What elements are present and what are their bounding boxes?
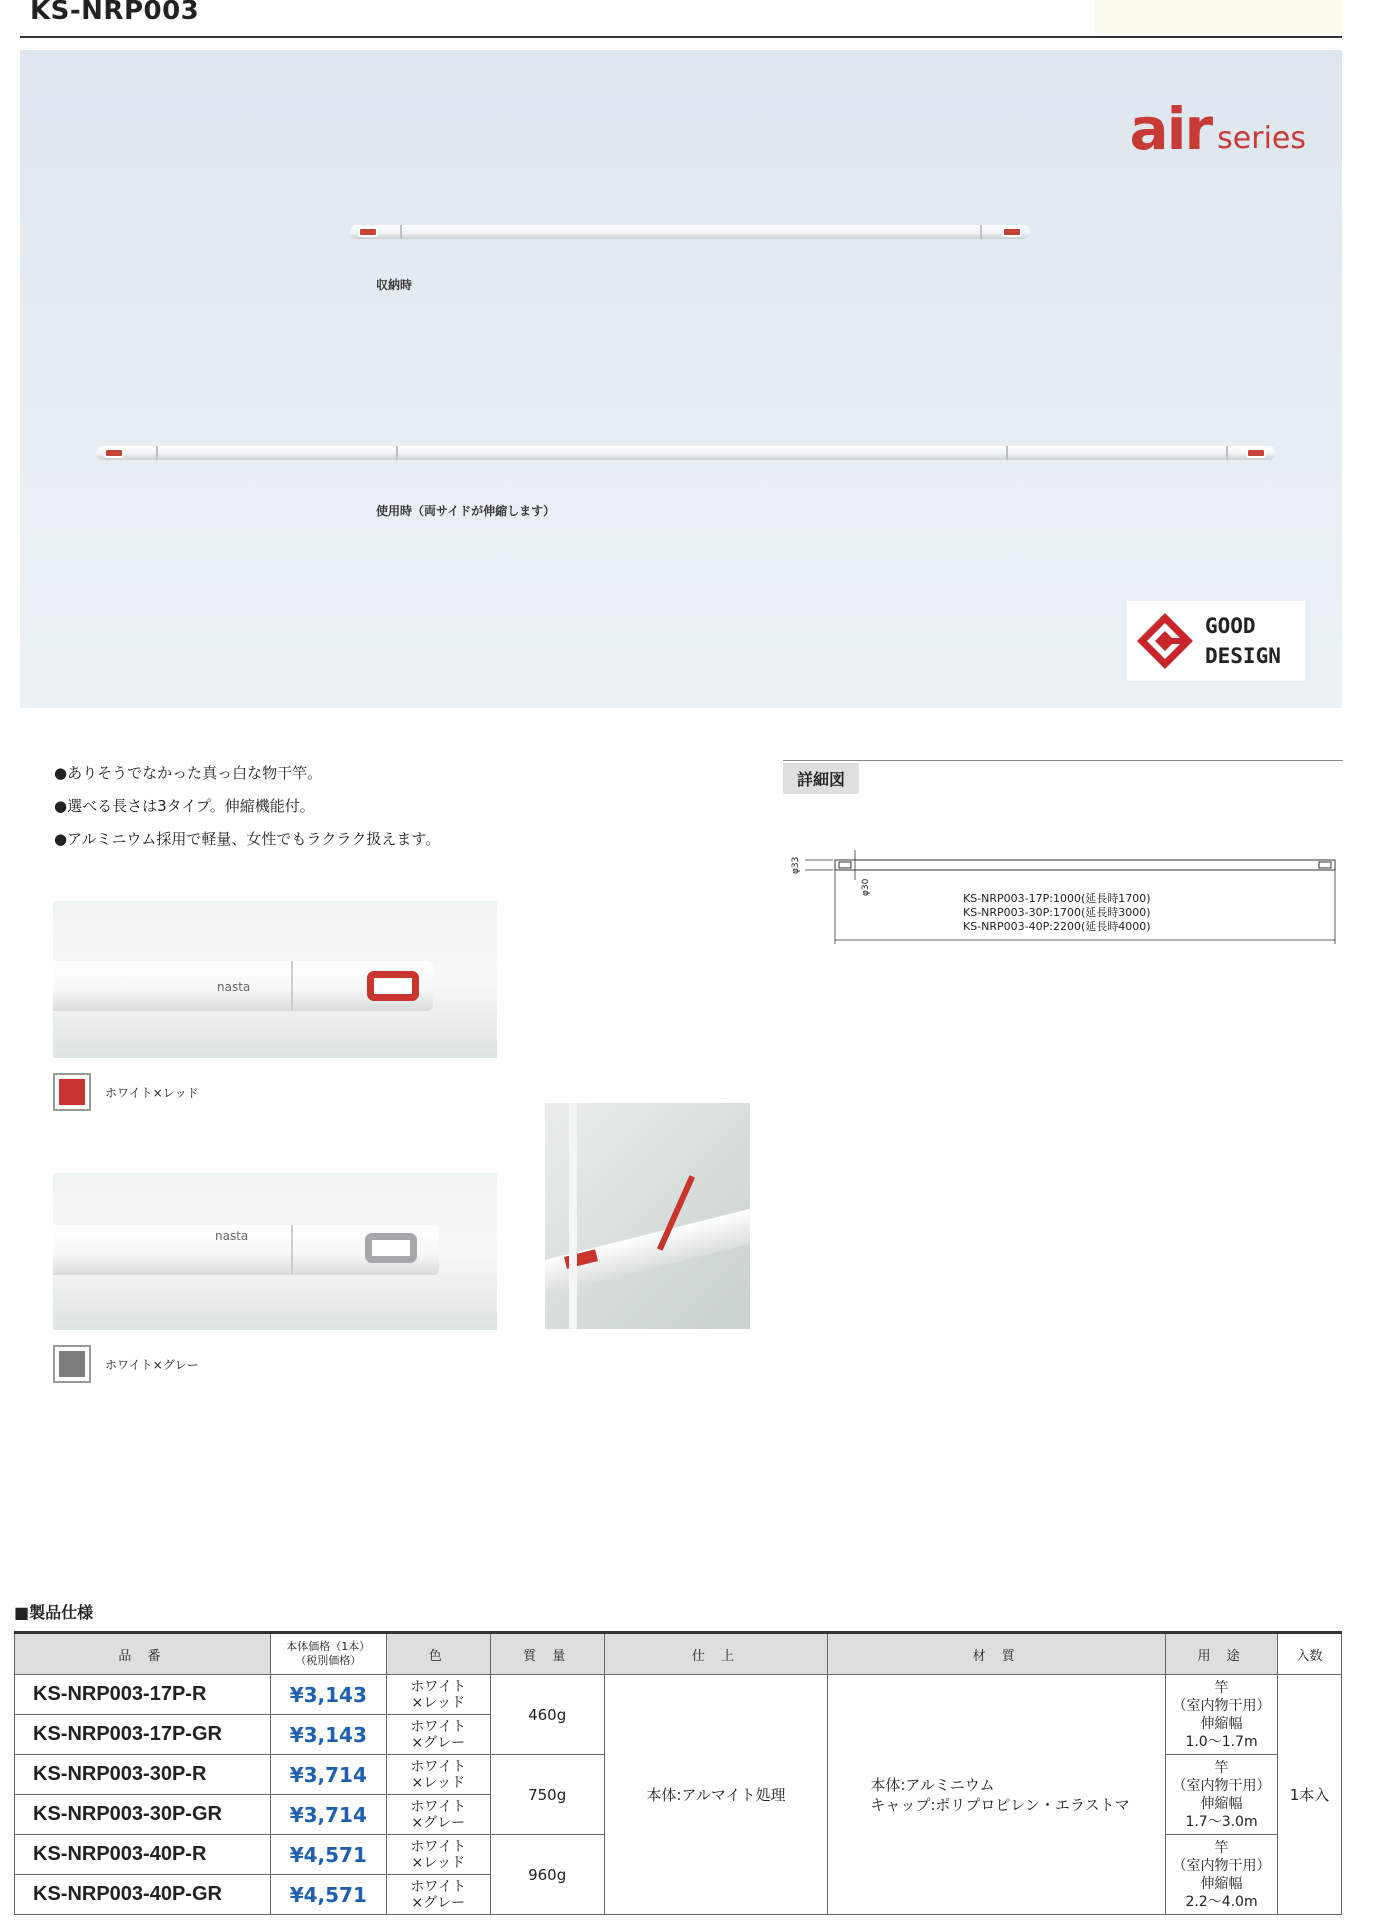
col-qty: 入数 [1277,1633,1341,1675]
cell-finish: 本体:アルマイト処理 [604,1675,828,1915]
variant-red [53,1073,199,1111]
variant-photo-red [53,901,497,1058]
color-swatch-grey [53,1345,91,1383]
caption-stored: 収納時 [376,278,413,292]
cell-color: ホワイト ×グレー [386,1715,490,1755]
variant-grey [53,1345,199,1383]
good-design-word-design: DESIGN [1205,644,1281,668]
col-material: 材 質 [828,1633,1166,1675]
cell-price: ¥3,143 [270,1675,386,1715]
cell-price: ¥4,571 [270,1835,386,1875]
variant-label: ホワイト×グレー [105,1357,199,1372]
size-note: KS-NRP003-30P:1700(延長時3000) [963,906,1151,919]
cell-price: ¥3,714 [270,1795,386,1835]
good-design-g-icon [1135,611,1195,671]
caption-in-use: 使用時（両サイドが伸縮します） [376,504,556,518]
size-note: KS-NRP003-40P:2200(延長時4000) [963,920,1151,933]
feature-item: ● 選べる長さは3タイプ。伸縮機能付。 [54,790,440,823]
variant-label: ホワイト×レッド [105,1085,199,1100]
cell-qty: 1本入 [1277,1675,1341,1915]
cell-material: 本体:アルミニウム キャップ:ポリプロピレン・エラストマ [828,1675,1166,1915]
cell-color: ホワイト ×グレー [386,1795,490,1835]
air-series-logo [1129,95,1306,163]
col-price-line2: （税別価格） [295,1654,362,1667]
dim-inner: φ30 [861,878,871,896]
cell-weight: 460g [490,1675,604,1755]
title-rule [20,36,1342,38]
variant-photo-grey [53,1173,497,1330]
cell-color: ホワイト ×グレー [386,1875,490,1915]
good-design-badge [1127,601,1305,681]
feature-item: ● ありそうでなかった真っ白な物干竿。 [54,757,440,790]
cell-model: KS-NRP003-17P-R [15,1675,271,1715]
spec-header-row [15,1633,1342,1675]
feature-item: ● アルミニウム採用で軽量、女性でもラクラク扱えます。 [54,823,440,856]
rod-stored [350,225,1030,239]
spec-table [14,1631,1342,1915]
cell-model: KS-NRP003-40P-R [15,1835,271,1875]
color-swatch-red [53,1073,91,1111]
cell-model: KS-NRP003-30P-GR [15,1795,271,1835]
col-price-line1: 本体価格（1本） [286,1640,371,1653]
cell-price: ¥3,714 [270,1755,386,1795]
col-weight: 質 量 [490,1633,604,1675]
col-color: 色 [386,1633,490,1675]
spec-title: ■製品仕様 [14,1603,94,1622]
brand-mark: nasta [217,980,251,994]
feature-list [54,757,440,856]
cell-weight: 750g [490,1755,604,1835]
col-use: 用 途 [1166,1633,1278,1675]
col-price [270,1633,386,1675]
detail-rule [783,760,1343,761]
detail-drawing [783,840,1343,960]
detail-heading: 詳細図 [783,763,859,794]
cell-price: ¥4,571 [270,1875,386,1915]
cell-model: KS-NRP003-40P-GR [15,1875,271,1915]
brand-air: air [1129,95,1212,163]
cell-color: ホワイト ×レッド [386,1835,490,1875]
rod-in-use [96,446,1276,460]
cell-model: KS-NRP003-30P-R [15,1755,271,1795]
good-design-word-good: GOOD [1205,614,1256,638]
size-note: KS-NRP003-17P:1000(延長時1700) [963,892,1151,905]
cell-use: 竿 （室内物干用） 伸縮幅 1.7〜3.0m [1166,1755,1278,1835]
col-finish: 仕 上 [604,1633,828,1675]
page-title: KS-NRP003 [30,0,200,26]
col-model: 品 番 [15,1633,271,1675]
cell-price: ¥3,143 [270,1715,386,1755]
cell-model: KS-NRP003-17P-GR [15,1715,271,1755]
cell-color: ホワイト ×レッド [386,1755,490,1795]
cell-use: 竿 （室内物干用） 伸縮幅 1.0〜1.7m [1166,1675,1278,1755]
brand-mark: nasta [215,1229,249,1243]
corner-tint [1095,0,1342,34]
cell-weight: 960g [490,1835,604,1915]
cell-use: 竿 （室内物干用） 伸縮幅 2.2〜4.0m [1166,1835,1278,1915]
dim-outer: φ33 [791,856,801,874]
table-row [15,1675,1342,1715]
brand-series: series [1217,121,1306,156]
size-notes [963,892,1151,934]
cell-color: ホワイト ×レッド [386,1675,490,1715]
usage-photo [545,1103,750,1329]
